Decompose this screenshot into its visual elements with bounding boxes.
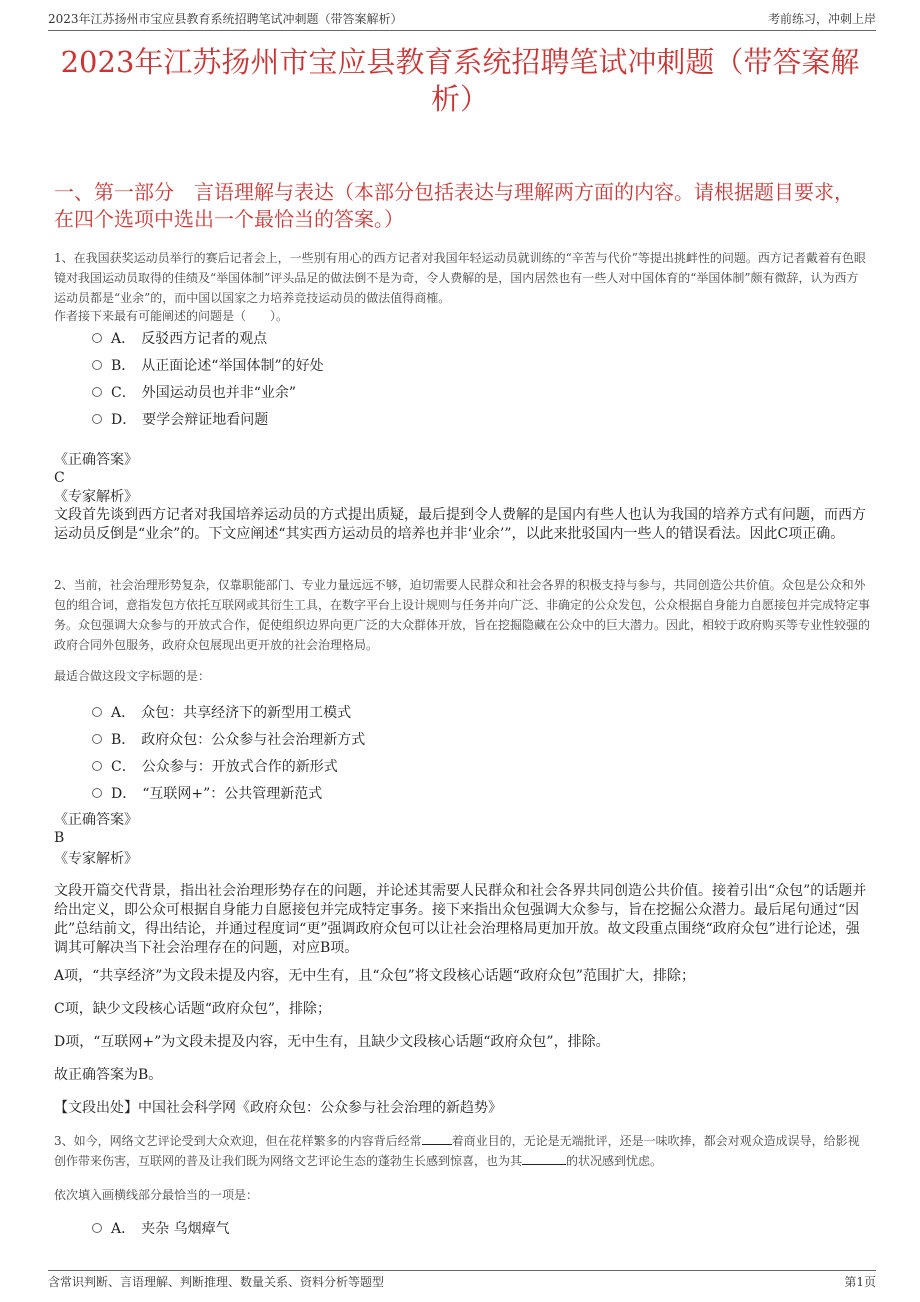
q1-option-a[interactable]: A． 反驳西方记者的观点 (92, 324, 792, 351)
q1-options (92, 324, 792, 432)
radio-icon[interactable] (92, 734, 102, 744)
page-title: 2023年江苏扬州市宝应县教育系统招聘笔试冲刺题（带答案解析） (60, 45, 860, 116)
q3-text: 3、如今，网络文艺评论受到大众欢迎，但在花样繁多的内容背后经常 着商业目的，无论是无端批评，还是一味吹捧，都会对观众造成误导，给影视创作带来伤害，互联网的普及让我们既为网络文艺评论生态的蓬勃生长感到惊喜，也为其 的状况感到忧虑。 (54, 1134, 860, 1168)
q2-answer-label: 《正确答案》 (54, 812, 138, 828)
section-heading: 一、第一部分 言语理解与表达（本部分包括表达与理解两方面的内容。请根据题目要求，在四个选项中选出一个最恰当的答案。） (54, 180, 854, 231)
radio-icon[interactable] (92, 360, 102, 370)
q2-analysis-c: C项，缺少文段核心话题“政府众包”，排除； (54, 1001, 332, 1017)
footer-left: 含常识判断、言语理解、判断推理、数量关系、资料分析等题型 (48, 1275, 385, 1289)
q2-option-b[interactable]: B． 政府众包：公众参与社会治理新方式 (92, 725, 792, 752)
q2-analysis-d: D项，“互联网+”为文段未提及内容，无中生有，且缺少文段核心话题“政府众包”，排除。 (54, 1034, 610, 1050)
q1-option-d[interactable]: D． 要学会辩证地看问题 (92, 405, 792, 432)
radio-icon[interactable] (92, 788, 102, 798)
q1-prompt: 作者接下来最有可能阐述的问题是（ ）。 (54, 309, 289, 323)
radio-icon[interactable] (92, 1223, 102, 1233)
q2-option-c[interactable]: C． 公众参与：开放式合作的新形式 (92, 752, 792, 779)
q2-prompt: 最适合做这段文字标题的是： (54, 669, 211, 683)
q3-prompt: 依次填入画横线部分最恰当的一项是： (54, 1188, 259, 1202)
header-right: 考前练习，冲刺上岸 (767, 12, 876, 26)
q1-answer: C (54, 470, 65, 486)
radio-icon[interactable] (92, 333, 102, 343)
q2-source: 【文段出处】中国社会科学网《政府众包：公众参与社会治理的新趋势》 (54, 1100, 502, 1116)
q1-analysis: 文段首先谈到西方记者对我国培养运动员的方式提出质疑，最后提到令人费解的是国内有些人也认为我国的培养方式有问题，而西方运动员反倒是“业余”的。下文应阐述“其实西方运动员的培养也并非‘业余’”，以此来批驳国内一些人的错误看法。因此C项正确。 (54, 507, 866, 542)
q1-option-b[interactable]: B． 从正面论述“举国体制”的好处 (92, 351, 792, 378)
page-header (48, 10, 876, 31)
radio-icon[interactable] (92, 761, 102, 771)
q1-analysis-label: 《专家解析》 (54, 489, 138, 505)
radio-icon[interactable] (92, 387, 102, 397)
q3-option-a[interactable]: A． 夹杂 乌烟瘴气 (92, 1214, 792, 1241)
q2-analysis-a: A项，“共享经济”为文段未提及内容，无中生有，且“众包”将文段核心话题“政府众包”范围扩大，排除； (54, 968, 696, 984)
q1-answer-label: 《正确答案》 (54, 452, 138, 468)
q1-option-c[interactable]: C． 外国运动员也并非“业余” (92, 378, 792, 405)
q2-analysis: 文段开篇交代背景，指出社会治理形势存在的问题，并论述其需要人民群众和社会各界共同创造公共价值。接着引出“众包”的话题并给出定义，即公众可根据自身能力自愿接包并完成特定事务。接下来指出众包强调大众参与，旨在挖掘公众潜力。最后尾句通过“因此”总结前文，得出结论，并通过程度词“更”强调政府众包可以让社会治理格局更加开放。故文段重点围绕“政府众包”进行论述，强调其可解决当下社会治理存在的问题，对应B项。 (54, 883, 867, 956)
q2-text: 2、当前，社会治理形势复杂，仅靠职能部门、专业力量远远不够，迫切需要人民群众和社会各界的积极支持与参与，共同创造公共价值。众包是公众和外包的组合词，意指发包方依托互联网或其衍生工具，在数字平台上设计规则与任务并向广泛、非确定的公众发包，公众根据自身能力自愿接包并完成特定事务。众包强调大众参与的开放式合作，促使组织边界向更广泛的大众群体开放，旨在挖掘隐藏在公众中的巨大潜力。因此，相较于政府购买等专业性较强的政府合同外包服务，政府众包展现出更开放的社会治理格局。 (54, 578, 871, 652)
q2-options (92, 698, 792, 806)
q3-options (92, 1214, 792, 1241)
q2-answer: B (54, 830, 65, 846)
blank-2[interactable] (522, 1152, 566, 1165)
header-left: 2023年江苏扬州市宝应县教育系统招聘笔试冲刺题（带答案解析） (48, 12, 403, 26)
q2-option-d[interactable]: D． “互联网+”：公共管理新范式 (92, 779, 792, 806)
blank-1[interactable] (422, 1132, 452, 1145)
q2-analysis-label: 《专家解析》 (54, 851, 138, 867)
page-footer (48, 1270, 876, 1293)
page-number: 第1页 (844, 1275, 876, 1289)
q1-text: 1、在我国获奖运动员举行的赛后记者会上，一些别有用心的西方记者对我国年轻运动员就训练的“辛苦与代价”等提出挑衅性的问题。西方记者戴着有色眼镜对我国运动员取得的佳绩及“举国体制”评头品足的做法倒不是为奇，令人费解的是，国内居然也有一些人对中国体育的“举国体制”颇有微辞，认为西方运动员都是“业余”的，而中国以国家之力培养竞技运动员的做法值得商榷。 (54, 251, 866, 305)
q2-conclusion: 故正确答案为B。 (54, 1067, 163, 1083)
radio-icon[interactable] (92, 707, 102, 717)
q2-option-a[interactable]: A． 众包：共享经济下的新型用工模式 (92, 698, 792, 725)
radio-icon[interactable] (92, 414, 102, 424)
